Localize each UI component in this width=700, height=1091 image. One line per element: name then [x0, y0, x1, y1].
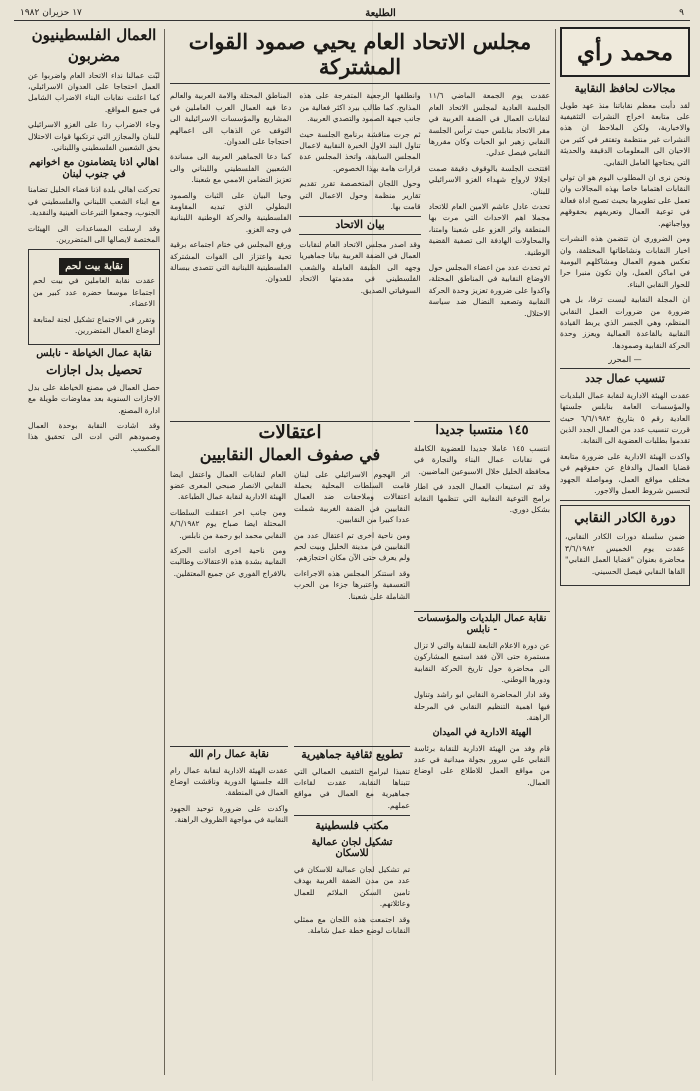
column-rule [164, 29, 165, 1075]
lead-a-paragraph-4: ثم تحدث عدد من اعضاء المجلس حول الاوضاع النقابية في المناطق المحتلة، واكدوا على ضرورة تعزيز وحدة الحركة النقابية وتصعيد النضال ضد سياسة الاحتلال. [428, 263, 550, 318]
cadre-course-paragraph: ضمن سلسلة دورات الكادر النقابي، عقدت يوم الخميس ٣/٦/١٩٨٢ محاضرة بعنوان "قضايا العمل النقابي" القاها النقابي فيصل الحسيني. [565, 532, 685, 576]
arrests-col-a [170, 469, 286, 606]
arrests-b-paragraph-1: اثر الهجوم الاسرائيلي على لبنان قامت السلطات المحلية بحملة اعتقالات وملاحقات ضد العمال النقابيين في الضفة الغربية شملت عددا كبيرا من النقابيين. [294, 469, 410, 525]
column-logo-text: محمد رأي [576, 38, 674, 66]
lead-b-paragraph-4: ورفع المجلس في ختام اجتماعه برقية تحية واعتزاز الى القوات المشتركة الفلسطينية اللبنانية التي تتصدى ببسالة للعدوان. [170, 240, 292, 284]
arrests-a-paragraph-2: ومن جانب اخر اعتقلت السلطات المحتلة ايضا صباح يوم ٨/٦/١٩٨٢ النقابي محمد ابو رحمة من نابلس. [170, 507, 286, 540]
bulletin-paragraph-2: وقد تم استيعاب العمال الجدد في اطار برامج التوعية النقابية التي تنظمها النقابة بشكل دوري. [414, 482, 550, 514]
lead-a-paragraph-3: تحدث عادل عاشم الامين العام للاتحاد مجملا اهم الاحداث التي مرت بها المنطقة واثر الغزو على شعبنا وامتنا، والمحاولات الهادفة الى تصفية القضية الوطنية. [428, 202, 550, 257]
arrests-col-b [294, 469, 410, 606]
arrests-b-paragraph-2: ومن ناحية اخرى تم اعتقال عدد من النقابيين في مدينة الخليل وبيت لحم ولم يعرف حتى الآن مكان احتجازهم. [294, 530, 410, 563]
lead-c-paragraph-2: كما دعا الجماهير العربية الى مساندة الشعبين الفلسطيني واللبناني والى تعزيز التضامن الاممي مع شعبنا. [170, 152, 292, 185]
solidarity-paragraph-1: تحركت اهالي بلدة اذنا قضاء الخليل تضامنا مع ابناء الشعب اللبناني والفلسطيني في الجنوب، وجمعوا التبرعات العينية والنقدية. [28, 185, 160, 218]
bulletin-headline: ١٤٥ منتسبا جديدا [435, 423, 529, 438]
lead-b-paragraph-2: ثم جرت مناقشة برنامج الجلسة حيث تناول البند الاول الخبرة النقابية لاعمال المجلس السابقة، واتخذ المجلس عدة قرارات هامة بهذا الخصوص. [299, 129, 421, 173]
office-subhead: تشكيل لجان عمالية للاسكان [311, 836, 393, 860]
divider [294, 815, 410, 816]
bethlehem-box [28, 249, 160, 345]
right-signature: — المحرر [608, 355, 642, 365]
lead-columns [170, 90, 550, 323]
lead-c-paragraph-1: المناطق المحتلة والامة العربية والعالم دعا فيه العمال العرب العاملين في المشاريع والمؤسسات الاسرائيلية الى التوقف عن الذهاب الى اعمالهم احتجاجا على العدوان. [170, 91, 292, 146]
tailoring-subhead: تحصيل بدل اجازات [46, 362, 142, 377]
arrests-headline-1: اعتقالات [258, 422, 322, 443]
divider [560, 500, 690, 501]
lead-a-paragraph-2: افتتحت الجلسة بالوقوف دقيقة صمت اجلالا لارواح شهداء الغزو الاسرائيلي للبنان. [428, 163, 550, 196]
lead-b-paragraph-3: وحول اللجان المتخصصة تقرر تقديم تقارير منظمة وحول الاعمال التي قامت بها. [299, 179, 421, 212]
arrests-headline-2: في صفوف العمال النقابيين [199, 444, 381, 464]
column-rule [555, 29, 556, 1075]
issue-date: ١٧ حزيران ١٩٨٢ [20, 8, 82, 18]
ramallah-paragraph-1: عقدت الهيئة الادارية لنقابة عمال رام الله جلستها الدورية وناقشت اوضاع العمال في المنطقة. [170, 765, 288, 798]
tailoring-paragraph-1: حصل العمال في مصنع الخياطة على بدل الاجازات السنوية بعد مفاوضات طويلة مع ادارة المصنع. [28, 382, 160, 415]
lead-b-paragraph-1: وانطلقها الرجعية المتفرجة على هذه المذابح. كما طالب بيرد اكثر فعالية من جانب جبهة الصمود والتصدي العربية. [299, 91, 421, 124]
new-members-headline: تنسيب عمال جدد [585, 372, 665, 386]
lead-a-paragraph-1: عقدت يوم الجمعة الماضي ١١/٦ الجلسة العادية لمجلس الاتحاد العام لنقابات العمال في الضفة الغربية في مقر الاتحاد بنابلس حيث ترأس الجلسة النقابي زهير ابو الحيات وكان مقررها النقابي فيصل عدلي. [428, 91, 550, 158]
office-paragraph-2: وقد اجتمعت هذه اللجان مع ممثلي النقابات لوضع خطة عمل شاملة. [294, 914, 410, 935]
municipal-paragraph-1: عن دورة الاعلام التابعة للنقابة والتي لا تزال مستمرة حتى الآن فقد استمع المشاركون الى محاضرة حول تاريخ الحركة النقابية ودورها الوطني. [414, 640, 550, 685]
lead-col-b [299, 90, 420, 323]
members-bulletin [414, 421, 550, 607]
page-number: ٩ [679, 8, 684, 18]
municipal-sub-paragraph: قام وفد من الهيئة الادارية للنقابة برئاسة النقابي علي سرور بجولة ميدانية في عدد من مواقع العمل للاطلاع على اوضاع العمال. [414, 743, 550, 787]
bethlehem-paragraph-2: وتقرر في الاجتماع تشكيل لجنة لمتابعة اوضاع العمال المتضررين. [33, 314, 155, 335]
municipal-headline: نقابة عمال البلديات والمؤسسات - نابلس [417, 613, 547, 635]
ramallah-article [170, 746, 288, 1077]
lead-article [170, 25, 550, 420]
divider [560, 368, 690, 369]
municipal-subhead: الهيئة الادارية في الميدان [432, 726, 532, 738]
cadre-course-headline: دورة الكادر النقابي [574, 511, 676, 527]
arrests-b-paragraph-3: وقد استنكر المجلس هذه الاجراءات التعسفية واعتبرها جزءا من الحرب الشاملة على شعبنا. [294, 568, 410, 601]
statement-text: وقد اصدر مجلس الاتحاد العام لنقابات العمال في الضفة الغربية بيانا جماهيريا وجهه الى الطبقة العاملة والشعب الفلسطيني في مقدمتها الاتحاد السوفياتي الصديق. [299, 240, 421, 295]
lead-headline: مجلس الاتحاد العام يحيي صمود القوات المشتركة [170, 29, 550, 84]
new-members-paragraph-2: واكدت الهيئة الادارية على ضرورة متابعة قضايا العمال والدفاع عن حقوقهم في مختلف مواقع العمل، ومواصلة الجهود لتحسين شروط العمل والاجور. [560, 451, 690, 496]
arrests-a-paragraph-1: العام لنقابات العمال واعتقل ايضا النقابي الانصار صبحي المعرى عضو الهيئة الادارية لنقابة عمال الطباعة. [170, 469, 286, 502]
left-column [28, 25, 160, 458]
solidarity-paragraph-2: وقد ارسلت المساعدات الى الهيئات المختصة لايصالها الى المتضررين. [28, 223, 160, 244]
ramallah-headline: نقابة عمال رام الله [189, 749, 269, 760]
right-paragraph-1: لقد دأبت معظم نقاباتنا منذ عهد طويل على متابعة اخراج النشرات التثقيفية والاخبارية، ولكن الملاحظ ان هذه النشرات غير منتظمة وتفتقر في كثير من الاحيان الى المعلومات الدقيقة والحديثة التي يحتاجها العامل النقابي. [560, 100, 690, 167]
arrests-columns [170, 469, 410, 606]
bulletin-paragraph-1: انتسب ١٤٥ عاملا جديدا للعضوية الكاملة في نقابات عمال البناء والنجارة في محافظة الخليل خلال الاسبوعين الماضيين. [414, 443, 550, 476]
column-logo [560, 27, 690, 77]
municipal-paragraph-2: وقد ادار المحاضرة النقابي ابو راشد وتناول فيها اهمية التنظيم النقابي في المرحلة الراهنة. [414, 690, 550, 723]
statement-label: بيان الاتحاد [299, 216, 420, 235]
paper-name: الطليعة [365, 7, 396, 19]
right-paragraph-3: ومن الضروري ان تتضمن هذه النشرات اخبار النقابات ونشاطاتها المختلفة، وان تعكس هموم العمال ومشاكلهم اليومية في اماكن العمل، وان تكون منبرا حرا للحوار النقابي البناء. [560, 234, 690, 289]
solidarity-headline: اهالي اذنا يتضامنون مع اخوانهم في جنوب لبنان [29, 157, 159, 180]
lead-col-a [429, 90, 550, 323]
ramallah-paragraph-2: واكدت على ضرورة توحيد الجهود النقابية في مواجهة الظروف الراهنة. [170, 803, 288, 825]
page-grid [14, 21, 690, 1081]
lead-c-paragraph-3: وحيا البيان على الثبات والصمود البطولي الذي تبديه المقاومة الفلسطينية والحركة الوطنية اللبنانية في وجه الغزو. [170, 190, 292, 234]
right-paragraph-2: ونحن نرى ان المطلوب اليوم هو ان تولي النقابات اهتماما خاصا بهذه المجالات وان تعمل على تطويرها بحيث تصبح اداة فعالة في توعية العمال وتعريفهم بحقوقهم وواجباتهم. [560, 173, 690, 228]
culture-article [294, 746, 410, 1077]
lead-col-c [170, 90, 291, 323]
cadre-course-box [560, 505, 690, 586]
right-column [560, 25, 690, 589]
office-headline: مكتب فلسطينية [315, 819, 389, 833]
bethlehem-headline: نقابة بيت لحم [59, 258, 129, 275]
strike-headline-1: العمال الفلسطينيون [31, 26, 157, 44]
strike-paragraph-1: لبّت عمالنا نداء الاتحاد العام واضربوا عن العمل احتجاجا على العدوان الاسرائيلي، كما اعلنت نقابات البناء الاضراب الشامل في جميع المواقع. [28, 70, 160, 114]
tailoring-headline: نقابة عمال الخياطة - نابلس [36, 348, 152, 360]
arrests-article [170, 421, 410, 742]
right-paragraph-4: ان المجلة النقابية ليست ترفا، بل هي ضرورة من ضرورات العمل النقابي المنظم، وهي الجسر الذي يربط القيادة النقابية بالقاعدة العمالية ويعزز وحدة الحركة النقابية وصمودها. [560, 295, 690, 350]
strike-paragraph-2: وجاء الاضراب ردا على الغزو الاسرائيلي للبنان والمجازر التي ترتكبها قوات الاحتلال بحق الشعبين الفلسطيني واللبناني. [28, 120, 160, 152]
new-members-paragraph-1: عقدت الهيئة الادارية لنقابة عمال البلديات والمؤسسات العامة بنابلس جلستها العادية رقم ٥ بتاريخ ٦/٦/١٩٨٢ حيث قررت تنسيب عدد من العمال الجدد الذين تقدموا بطلبات العضوية الى النقابة. [560, 390, 690, 446]
page-folio [14, 6, 690, 21]
culture-headline: تطويع ثقافية جماهيرية [301, 748, 403, 761]
municipal-article [414, 611, 550, 1072]
right-headline: مجالات لحافظ النقابية [574, 82, 676, 95]
strike-headline-2: مضربون [67, 47, 121, 66]
office-paragraph-1: تم تشكيل لجان عمالية للاسكان في عدد من مدن الضفة الغربية بهدف تامين السكن الملائم للعمال وعائلاتهم. [294, 864, 410, 909]
tailoring-paragraph-2: وقد اشادت النقابة بوحدة العمال وصمودهم التي ادت الى تحقيق هذا المكسب. [28, 420, 160, 453]
arrests-a-paragraph-3: ومن ناحية اخرى ادانت الحركة النقابية بشدة هذه الاعتقالات وطالبت بالافراج الفوري عن جميع المعتقلين. [170, 545, 286, 578]
culture-paragraph: تنفيذا لبرامج التثقيف العمالي التي تتبناها النقابة، عقدت لقاءات جماهيرية مع العمال في مواقع عملهم. [294, 766, 410, 810]
bethlehem-paragraph-1: عقدت نقابة العاملين في بيت لحم اجتماعا موسعا حضره عدد كبير من الاعضاء. [33, 276, 155, 309]
